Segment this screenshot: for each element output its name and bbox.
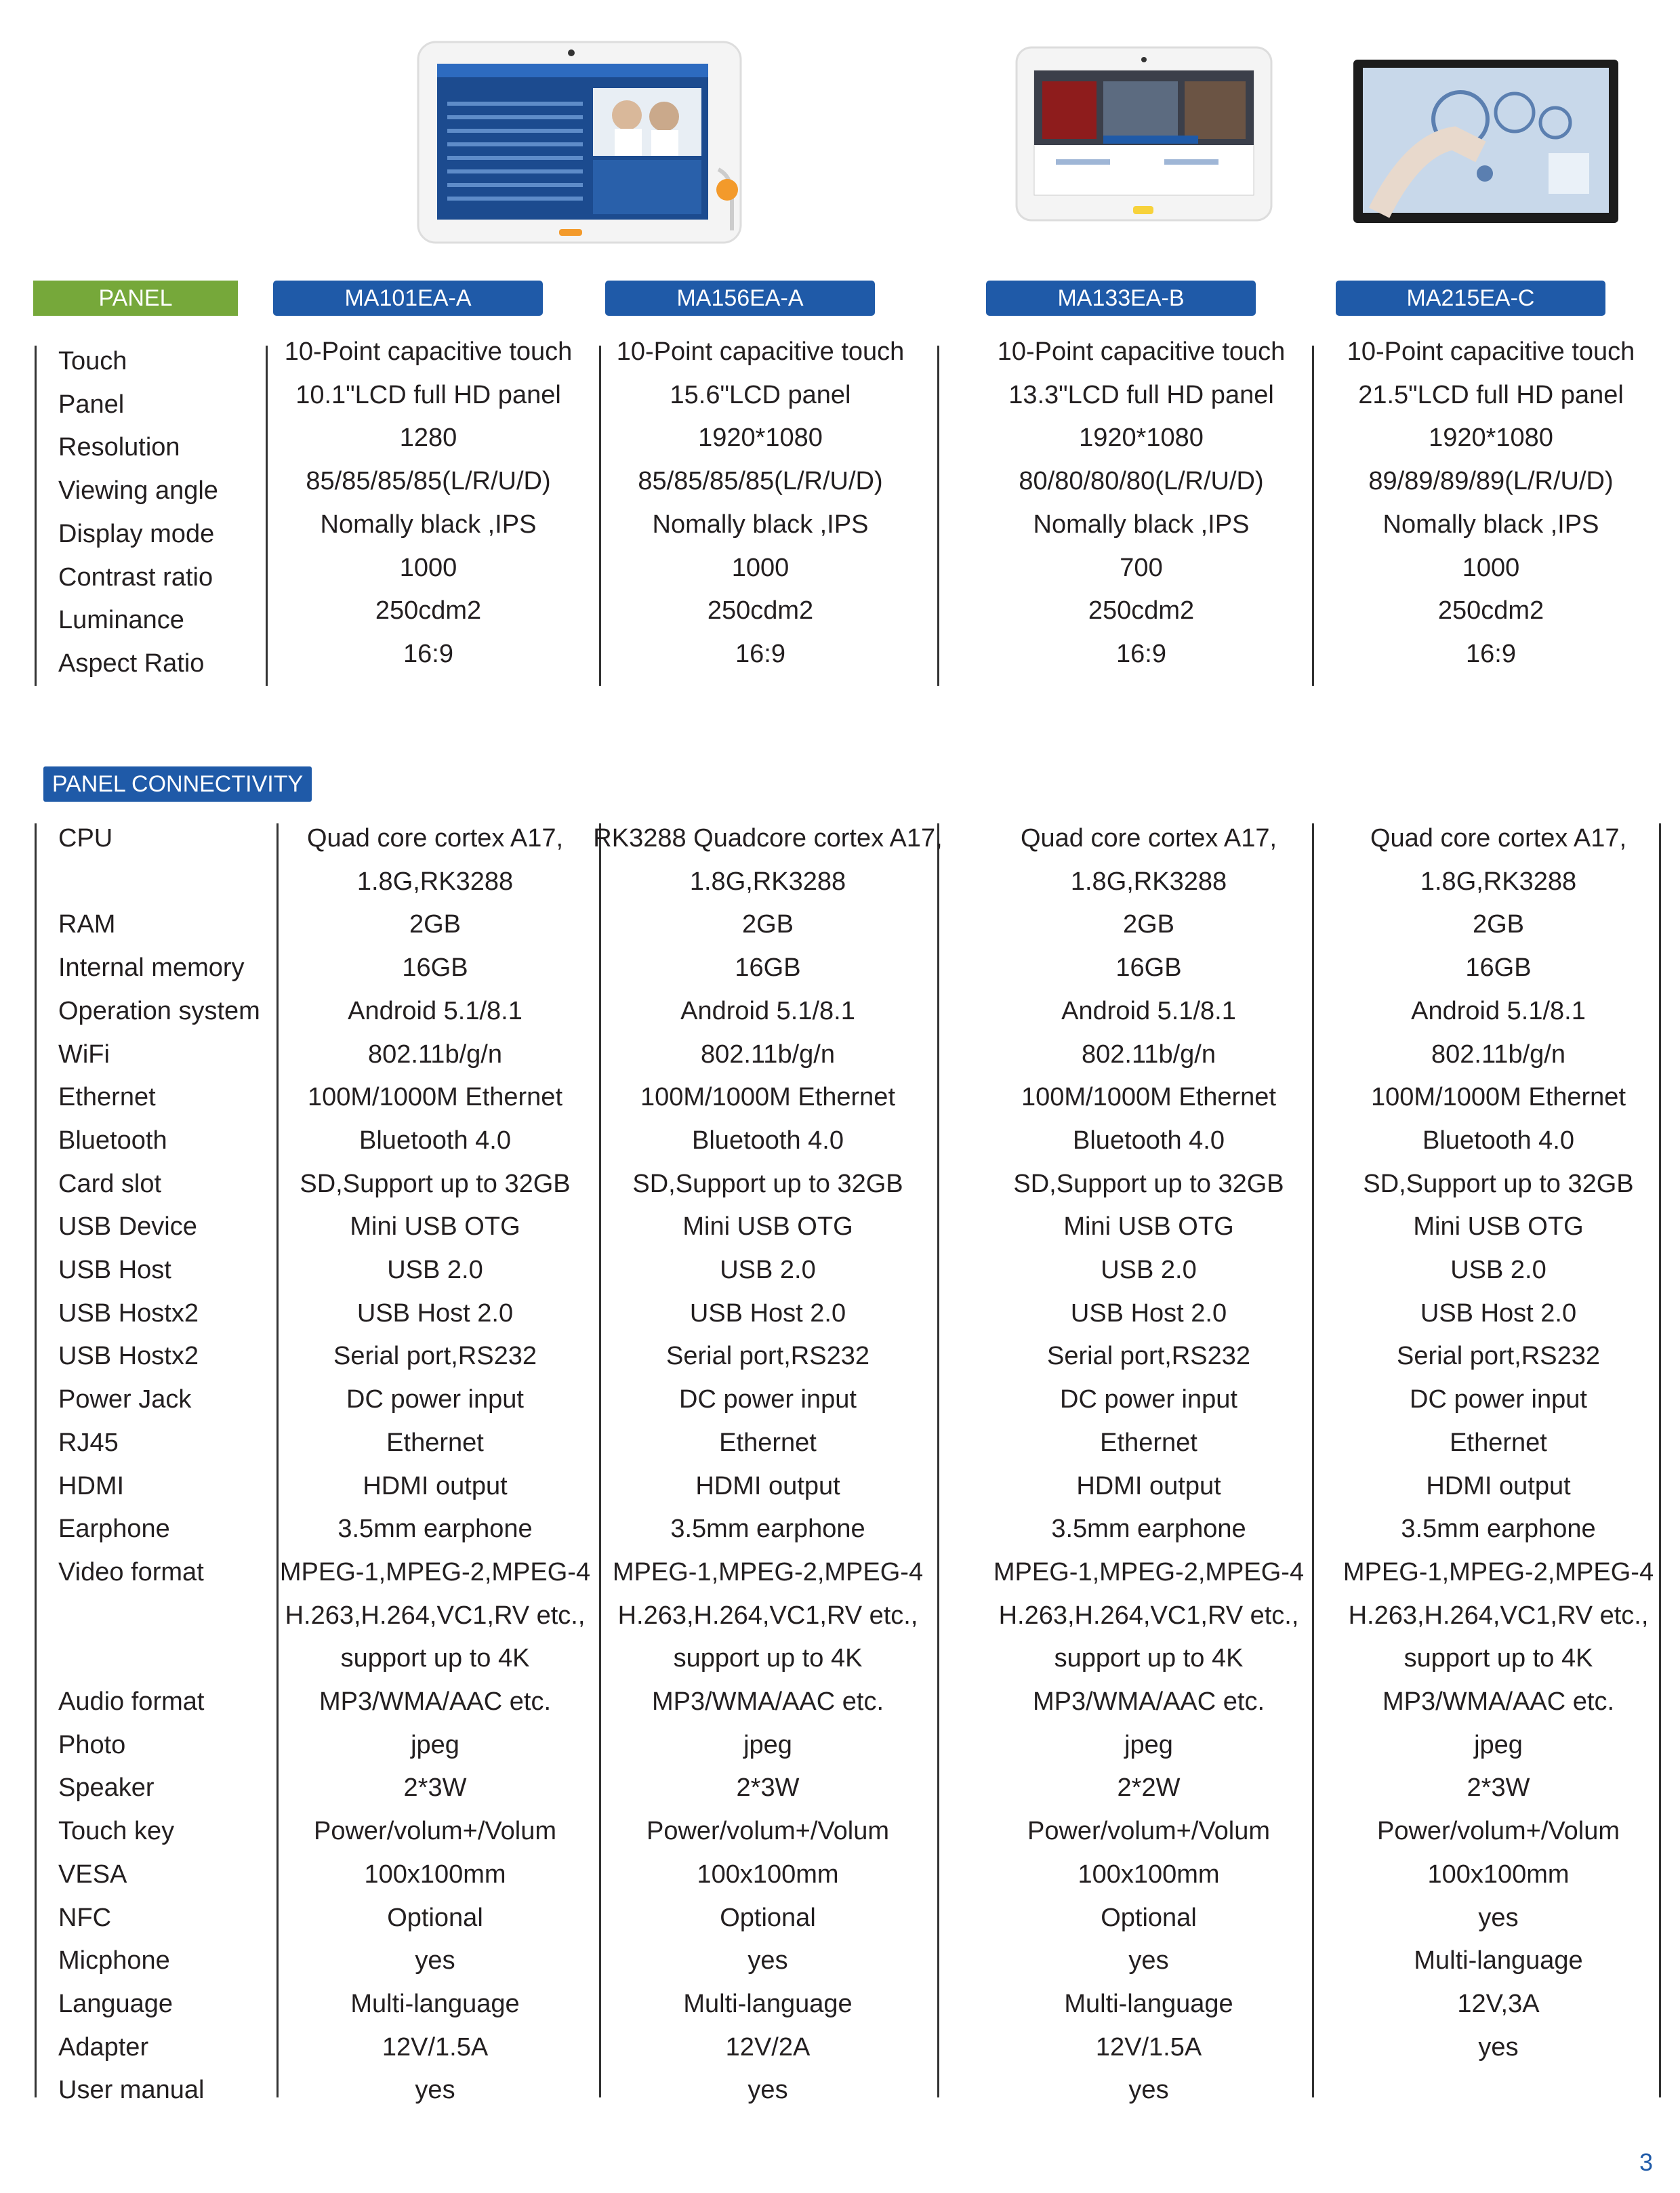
spec-cell-hdmi-col2: HDMI output bbox=[695, 1471, 840, 1500]
spec-cell-audio-format-col1: MP3/WMA/AAC etc. bbox=[319, 1687, 552, 1716]
spec-cell-usb-device-col3: Mini USB OTG bbox=[1063, 1212, 1234, 1242]
spec-cell-touch-col4: 10-Point capacitive touch bbox=[1347, 337, 1635, 366]
device-image-ma215ea-c bbox=[1352, 58, 1620, 224]
row-label-usb-hostx2: USB Hostx2 bbox=[58, 1342, 199, 1371]
spec-cell-luminance-col2: 250cdm2 bbox=[707, 596, 814, 626]
spec-cell-blank-col1: H.263,H.264,VC1,RV etc., bbox=[285, 1601, 586, 1630]
row-label-aspect-ratio: Aspect Ratio bbox=[58, 649, 205, 678]
spec-cell-resolution-col2: 1920*1080 bbox=[698, 424, 823, 453]
conn-divider-0 bbox=[35, 823, 37, 2097]
spec-cell-adapter-col2: 12V/2A bbox=[725, 2032, 811, 2062]
spec-cell-usb-host-col2: USB 2.0 bbox=[720, 1256, 816, 1284]
spec-cell-luminance-col3: 250cdm2 bbox=[1088, 596, 1195, 626]
row-label-ethernet: Ethernet bbox=[58, 1083, 156, 1112]
model-header-3: MA133EA-B bbox=[986, 281, 1256, 316]
spec-cell-video-format-col1: MPEG-1,MPEG-2,MPEG-4 bbox=[279, 1557, 591, 1586]
spec-cell-language-col3: Multi-language bbox=[1064, 1989, 1233, 2018]
spec-cell-nfc-col4: yes bbox=[1478, 1903, 1519, 1932]
spec-cell-usb-device-col4: Mini USB OTG bbox=[1413, 1212, 1584, 1242]
spec-cell-usb-hostx2-col1: USB Host 2.0 bbox=[356, 1298, 514, 1328]
spec-cell-rj45-col2: Ethernet bbox=[719, 1428, 817, 1457]
spec-cell-usb-hostx2-col3: Serial port,RS232 bbox=[1047, 1342, 1250, 1371]
spec-cell-ram-col4: 2GB bbox=[1472, 910, 1525, 939]
spec-cell-aspect-ratio-col3: 16:9 bbox=[1116, 639, 1166, 668]
spec-cell-power-jack-col4: DC power input bbox=[1410, 1385, 1587, 1414]
spec-cell-language-col4: 12V,3A bbox=[1457, 1989, 1540, 2018]
spec-cell-photo-col1: jpeg bbox=[411, 1730, 459, 1759]
spec-cell-ethernet-col3: 100M/1000M Ethernet bbox=[1021, 1083, 1277, 1112]
spec-cell-card-slot-col2: SD,Support up to 32GB bbox=[632, 1169, 903, 1198]
spec-cell-usb-hostx2-col4: USB Host 2.0 bbox=[1420, 1298, 1577, 1328]
spec-cell-vesa-col1: 100x100mm bbox=[364, 1860, 506, 1889]
spec-cell-touch-key-col4: Power/volum+/Volum bbox=[1377, 1817, 1620, 1846]
row-label-audio-format: Audio format bbox=[58, 1687, 205, 1716]
spec-cell-blank-col3: support up to 4K bbox=[1054, 1644, 1244, 1673]
model-header-1: MA101EA-A bbox=[273, 281, 543, 316]
spec-cell-blank-col3: H.263,H.264,VC1,RV etc., bbox=[998, 1601, 1299, 1630]
spec-cell-nfc-col3: Optional bbox=[1101, 1903, 1197, 1932]
spec-cell-usb-hostx2-col3: USB Host 2.0 bbox=[1070, 1298, 1227, 1328]
spec-cell-hdmi-col4: HDMI output bbox=[1426, 1471, 1571, 1500]
device-image-ma101ea-a bbox=[417, 41, 742, 244]
spec-cell-language-col1: Multi-language bbox=[350, 1989, 520, 2018]
spec-cell-usb-hostx2-col2: USB Host 2.0 bbox=[689, 1298, 846, 1328]
spec-cell-card-slot-col1: SD,Support up to 32GB bbox=[300, 1169, 571, 1198]
row-label-rj45: RJ45 bbox=[58, 1428, 119, 1457]
spec-cell-language-col2: Multi-language bbox=[683, 1989, 853, 2018]
spec-cell-blank-col4: support up to 4K bbox=[1404, 1644, 1593, 1673]
spec-cell-photo-col3: jpeg bbox=[1124, 1730, 1173, 1759]
spec-cell-earphone-col1: 3.5mm earphone bbox=[337, 1515, 533, 1544]
spec-cell-operation-system-col4: Android 5.1/8.1 bbox=[1411, 996, 1586, 1025]
spec-cell-resolution-col3: 1920*1080 bbox=[1079, 424, 1204, 453]
spec-cell-usb-hostx2-col2: Serial port,RS232 bbox=[666, 1342, 869, 1371]
spec-cell-photo-col2: jpeg bbox=[743, 1730, 792, 1759]
spec-cell-adapter-col3: 12V/1.5A bbox=[1095, 2032, 1202, 2062]
spec-cell-power-jack-col2: DC power input bbox=[679, 1385, 857, 1414]
spec-cell-audio-format-col3: MP3/WMA/AAC etc. bbox=[1032, 1687, 1265, 1716]
spec-cell-ram-col1: 2GB bbox=[409, 910, 462, 939]
spec-cell-blank-col2: support up to 4K bbox=[673, 1644, 863, 1673]
spec-cell-ram-col2: 2GB bbox=[741, 910, 794, 939]
spec-cell-video-format-col4: MPEG-1,MPEG-2,MPEG-4 bbox=[1343, 1557, 1654, 1586]
spec-cell-earphone-col2: 3.5mm earphone bbox=[670, 1515, 865, 1544]
spec-cell-adapter-col1: 12V/1.5A bbox=[382, 2032, 489, 2062]
spec-cell-contrast-ratio-col1: 1000 bbox=[399, 553, 457, 582]
spec-cell-cpu-col3: Quad core cortex A17, bbox=[1020, 824, 1277, 853]
spec-cell-wifi-col4: 802.11b/g/n bbox=[1431, 1040, 1565, 1069]
connectivity-section-header: PANEL CONNECTIVITY bbox=[43, 766, 312, 802]
row-label-power-jack: Power Jack bbox=[58, 1385, 192, 1414]
spec-cell-blank-col4: H.263,H.264,VC1,RV etc., bbox=[1348, 1601, 1649, 1630]
spec-cell-contrast-ratio-col2: 1000 bbox=[731, 553, 790, 582]
spec-cell-ethernet-col2: 100M/1000M Ethernet bbox=[640, 1083, 896, 1112]
spec-cell-hdmi-col1: HDMI output bbox=[363, 1471, 508, 1500]
spec-cell-viewing-angle-col2: 85/85/85/85(L/R/U/D) bbox=[638, 467, 883, 496]
row-label-display-mode: Display mode bbox=[58, 519, 215, 548]
spec-cell-wifi-col2: 802.11b/g/n bbox=[701, 1040, 835, 1069]
spec-cell-bluetooth-col1: Bluetooth 4.0 bbox=[359, 1126, 511, 1155]
spec-cell-touch-col1: 10-Point capacitive touch bbox=[284, 337, 573, 366]
conn-divider-3 bbox=[937, 823, 939, 2097]
row-label-touch-key: Touch key bbox=[58, 1817, 175, 1846]
spec-cell-speaker-col4: 2*3W bbox=[1467, 1774, 1530, 1803]
spec-cell-viewing-angle-col3: 80/80/80/80(L/R/U/D) bbox=[1019, 467, 1264, 496]
spec-cell-touch-key-col1: Power/volum+/Volum bbox=[314, 1817, 556, 1846]
spec-cell-viewing-angle-col4: 89/89/89/89(L/R/U/D) bbox=[1368, 467, 1614, 496]
spec-cell-video-format-col3: MPEG-1,MPEG-2,MPEG-4 bbox=[993, 1557, 1305, 1586]
conn-divider-2 bbox=[599, 823, 601, 2097]
spec-cell-bluetooth-col4: Bluetooth 4.0 bbox=[1422, 1126, 1574, 1155]
row-label-ram: RAM bbox=[58, 910, 116, 939]
row-label-vesa: VESA bbox=[58, 1860, 127, 1889]
spec-cell-aspect-ratio-col1: 16:9 bbox=[403, 639, 453, 668]
conn-divider-4 bbox=[1312, 823, 1314, 2097]
row-label-cpu: CPU bbox=[58, 824, 113, 853]
spec-cell-resolution-col4: 1920*1080 bbox=[1429, 424, 1553, 453]
spec-cell-luminance-col1: 250cdm2 bbox=[375, 596, 482, 626]
row-label-usb-hostx2: USB Hostx2 bbox=[58, 1298, 199, 1328]
row-label-user-manual: User manual bbox=[58, 2076, 205, 2105]
spec-cell-blank-col2: 1.8G,RK3288 bbox=[689, 867, 846, 896]
model-header-2: MA156EA-A bbox=[605, 281, 875, 316]
panel-divider-4 bbox=[1312, 346, 1314, 686]
row-label-nfc: NFC bbox=[58, 1903, 112, 1932]
spec-cell-ethernet-col4: 100M/1000M Ethernet bbox=[1370, 1083, 1626, 1112]
spec-cell-usb-host-col4: USB 2.0 bbox=[1450, 1256, 1546, 1284]
spec-cell-ethernet-col1: 100M/1000M Ethernet bbox=[307, 1083, 563, 1112]
panel-divider-0 bbox=[35, 346, 37, 686]
model-header-4: MA215EA-C bbox=[1336, 281, 1605, 316]
spec-cell-panel-col3: 13.3"LCD full HD panel bbox=[1008, 380, 1274, 409]
spec-cell-usb-device-col1: Mini USB OTG bbox=[350, 1212, 520, 1242]
row-label-touch: Touch bbox=[58, 347, 127, 375]
row-label-viewing-angle: Viewing angle bbox=[58, 476, 218, 506]
spec-cell-speaker-col3: 2*2W bbox=[1117, 1774, 1181, 1803]
conn-divider-5 bbox=[1659, 823, 1661, 2097]
panel-divider-2 bbox=[599, 346, 601, 686]
panel-divider-1 bbox=[266, 346, 268, 686]
spec-cell-video-format-col2: MPEG-1,MPEG-2,MPEG-4 bbox=[612, 1557, 924, 1586]
row-label-adapter: Adapter bbox=[58, 2032, 149, 2062]
spec-cell-cpu-col1: Quad core cortex A17, bbox=[306, 824, 564, 853]
row-label-language: Language bbox=[58, 1989, 173, 2018]
spec-cell-nfc-col2: Optional bbox=[720, 1903, 816, 1932]
row-label-usb-device: USB Device bbox=[58, 1212, 197, 1242]
spec-cell-blank-col2: H.263,H.264,VC1,RV etc., bbox=[617, 1601, 918, 1630]
spec-cell-speaker-col2: 2*3W bbox=[736, 1774, 800, 1803]
spec-cell-power-jack-col1: DC power input bbox=[346, 1385, 524, 1414]
spec-cell-blank-col3: 1.8G,RK3288 bbox=[1070, 867, 1227, 896]
spec-cell-touch-col2: 10-Point capacitive touch bbox=[616, 337, 905, 366]
spec-cell-touch-col3: 10-Point capacitive touch bbox=[997, 337, 1286, 366]
spec-cell-speaker-col1: 2*3W bbox=[403, 1774, 467, 1803]
spec-cell-bluetooth-col3: Bluetooth 4.0 bbox=[1073, 1126, 1225, 1155]
spec-cell-usb-hostx2-col1: Serial port,RS232 bbox=[333, 1342, 537, 1371]
spec-cell-resolution-col1: 1280 bbox=[399, 424, 457, 453]
row-label-card-slot: Card slot bbox=[58, 1169, 162, 1198]
spec-cell-usb-host-col3: USB 2.0 bbox=[1101, 1256, 1197, 1284]
spec-cell-touch-key-col3: Power/volum+/Volum bbox=[1027, 1817, 1270, 1846]
spec-cell-adapter-col4: yes bbox=[1478, 2032, 1519, 2062]
spec-cell-audio-format-col4: MP3/WMA/AAC etc. bbox=[1382, 1687, 1615, 1716]
spec-cell-user-manual-col3: yes bbox=[1128, 2076, 1169, 2105]
conn-divider-1 bbox=[276, 823, 279, 2097]
spec-cell-user-manual-col2: yes bbox=[747, 2076, 788, 2105]
spec-cell-wifi-col1: 802.11b/g/n bbox=[368, 1040, 502, 1069]
row-label-earphone: Earphone bbox=[58, 1515, 170, 1544]
spec-cell-ram-col3: 2GB bbox=[1122, 910, 1175, 939]
row-label-photo: Photo bbox=[58, 1730, 126, 1759]
panel-divider-3 bbox=[937, 346, 939, 686]
row-label-usb-host: USB Host bbox=[58, 1256, 171, 1284]
row-label-internal-memory: Internal memory bbox=[58, 954, 245, 983]
spec-cell-hdmi-col3: HDMI output bbox=[1076, 1471, 1221, 1500]
row-label-hdmi: HDMI bbox=[58, 1471, 125, 1500]
spec-cell-display-mode-col3: Nomally black ,IPS bbox=[1033, 510, 1250, 539]
spec-cell-aspect-ratio-col4: 16:9 bbox=[1466, 639, 1516, 668]
spec-cell-display-mode-col2: Nomally black ,IPS bbox=[652, 510, 869, 539]
spec-cell-display-mode-col1: Nomally black ,IPS bbox=[320, 510, 537, 539]
spec-cell-luminance-col4: 250cdm2 bbox=[1437, 596, 1544, 626]
row-label-resolution: Resolution bbox=[58, 433, 180, 462]
spec-cell-internal-memory-col2: 16GB bbox=[735, 954, 801, 983]
spec-cell-panel-col2: 15.6"LCD panel bbox=[670, 380, 851, 409]
spec-cell-micphone-col4: Multi-language bbox=[1414, 1946, 1583, 1975]
row-label-video-format: Video format bbox=[58, 1557, 204, 1586]
row-label-bluetooth: Bluetooth bbox=[58, 1126, 167, 1155]
spec-cell-micphone-col3: yes bbox=[1128, 1946, 1169, 1975]
row-label-luminance: Luminance bbox=[58, 606, 184, 635]
spec-cell-panel-col1: 10.1"LCD full HD panel bbox=[295, 380, 561, 409]
spec-cell-internal-memory-col4: 16GB bbox=[1465, 954, 1532, 983]
row-label-operation-system: Operation system bbox=[58, 996, 260, 1025]
spec-cell-usb-host-col1: USB 2.0 bbox=[387, 1256, 483, 1284]
spec-cell-bluetooth-col2: Bluetooth 4.0 bbox=[692, 1126, 844, 1155]
spec-cell-vesa-col3: 100x100mm bbox=[1078, 1860, 1220, 1889]
spec-cell-power-jack-col3: DC power input bbox=[1060, 1385, 1237, 1414]
spec-cell-photo-col4: jpeg bbox=[1474, 1730, 1523, 1759]
spec-cell-wifi-col3: 802.11b/g/n bbox=[1082, 1040, 1216, 1069]
spec-cell-blank-col4: 1.8G,RK3288 bbox=[1420, 867, 1577, 896]
spec-cell-blank-col1: support up to 4K bbox=[340, 1644, 530, 1673]
spec-cell-card-slot-col3: SD,Support up to 32GB bbox=[1013, 1169, 1284, 1198]
spec-cell-contrast-ratio-col4: 1000 bbox=[1462, 553, 1520, 582]
spec-cell-viewing-angle-col1: 85/85/85/85(L/R/U/D) bbox=[306, 467, 551, 496]
spec-cell-operation-system-col1: Android 5.1/8.1 bbox=[348, 996, 523, 1025]
spec-cell-contrast-ratio-col3: 700 bbox=[1120, 553, 1163, 582]
spec-cell-audio-format-col2: MP3/WMA/AAC etc. bbox=[651, 1687, 884, 1716]
row-label-panel: Panel bbox=[58, 390, 125, 419]
spec-cell-nfc-col1: Optional bbox=[387, 1903, 483, 1932]
spec-cell-earphone-col3: 3.5mm earphone bbox=[1051, 1515, 1246, 1544]
device-image-ma133ea-b bbox=[1015, 41, 1273, 224]
spec-cell-micphone-col2: yes bbox=[747, 1946, 788, 1975]
spec-cell-cpu-col4: Quad core cortex A17, bbox=[1370, 824, 1627, 853]
spec-cell-operation-system-col2: Android 5.1/8.1 bbox=[680, 996, 855, 1025]
spec-cell-rj45-col3: Ethernet bbox=[1100, 1428, 1197, 1457]
row-label-contrast-ratio: Contrast ratio bbox=[58, 562, 213, 592]
spec-cell-vesa-col4: 100x100mm bbox=[1427, 1860, 1570, 1889]
spec-cell-usb-hostx2-col4: Serial port,RS232 bbox=[1397, 1342, 1600, 1371]
spec-cell-cpu-col2: RK3288 Quadcore cortex A17, bbox=[593, 824, 943, 853]
spec-cell-usb-device-col2: Mini USB OTG bbox=[682, 1212, 853, 1242]
spec-cell-card-slot-col4: SD,Support up to 32GB bbox=[1363, 1169, 1634, 1198]
spec-cell-internal-memory-col3: 16GB bbox=[1115, 954, 1182, 983]
spec-cell-display-mode-col4: Nomally black ,IPS bbox=[1382, 510, 1599, 539]
spec-cell-micphone-col1: yes bbox=[415, 1946, 455, 1975]
spec-cell-vesa-col2: 100x100mm bbox=[697, 1860, 839, 1889]
row-label-wifi: WiFi bbox=[58, 1040, 110, 1069]
spec-cell-earphone-col4: 3.5mm earphone bbox=[1401, 1515, 1596, 1544]
spec-cell-operation-system-col3: Android 5.1/8.1 bbox=[1061, 996, 1236, 1025]
spec-cell-touch-key-col2: Power/volum+/Volum bbox=[647, 1817, 889, 1846]
spec-cell-panel-col4: 21.5"LCD full HD panel bbox=[1358, 380, 1624, 409]
spec-cell-user-manual-col1: yes bbox=[415, 2076, 455, 2105]
spec-cell-blank-col1: 1.8G,RK3288 bbox=[356, 867, 514, 896]
spec-cell-rj45-col4: Ethernet bbox=[1450, 1428, 1547, 1457]
row-label-micphone: Micphone bbox=[58, 1946, 170, 1975]
spec-cell-rj45-col1: Ethernet bbox=[386, 1428, 484, 1457]
spec-cell-internal-memory-col1: 16GB bbox=[402, 954, 468, 983]
page-number: 3 bbox=[1639, 2148, 1653, 2176]
row-label-speaker: Speaker bbox=[58, 1774, 155, 1803]
spec-cell-aspect-ratio-col2: 16:9 bbox=[735, 639, 785, 668]
panel-section-header: PANEL bbox=[33, 281, 238, 316]
